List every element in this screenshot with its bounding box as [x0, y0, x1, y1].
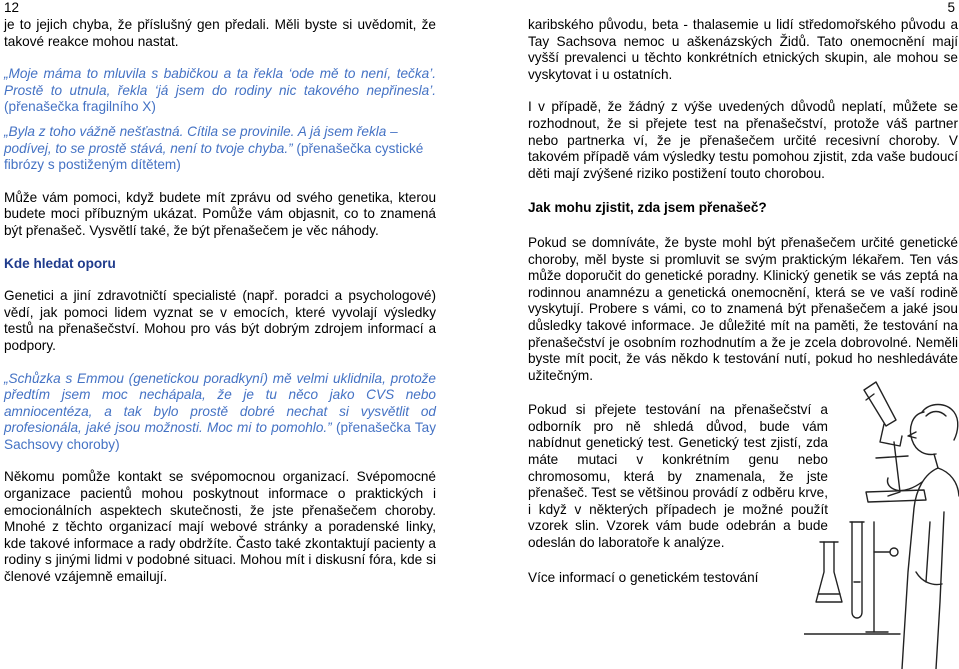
heading-support: Kde hledat oporu	[4, 255, 116, 271]
page-number-right: 5	[947, 0, 955, 15]
heading-how-to-find-out: Jak mohu zjistit, zda jsem přenašeč?	[528, 200, 767, 216]
paragraph-specialists: Genetici a jiní zdravotničtí specialisté (např. poradci a psychologové) vědí, jak pomoci lidem vyznat se v emocích, které vyvolají výsledky testů na přenašečství. Mohou pro vás být dobrým zdrojem informací a podpory.	[4, 288, 436, 353]
paragraph-more-info: Více informací o genetickém testování	[528, 569, 759, 585]
paragraph-see-gp: Pokud se domníváte, že byste mohl být přenašečem určité genetické choroby, měl byste si promluvit se svým praktickým lékařem. Ten vás může doporučit do genetické poradny. Klinický genetik se vás zeptá na rodinnou anamnézu a genetická onemocnění, která se ve vaší rodině vyskytují. Probere s vámi, co to znamená být přenašečem a jaké jsou důsledky takové informace. Je důležité mít na paměti, že testování na přenašečství je osobním rozhodnutím a že je zcela dobrovolné. Neměli byste mít pocit, že vás někdo k testování nutí, pokud ho neshledáváte užitečným.	[528, 234, 958, 383]
quote-text: „Moje máma to mluvila s babičkou a ta řekla ‘ode mě to není, tečka’. Prostě to utnula, řekla ‘já jsem do rodiny nic takového nepřinesla’.	[4, 66, 436, 98]
paragraph-ethnic-groups: karibského původu, beta - thalasemie u lidí středomořského původu a Tay Sachsova nemoc u aškenázských Židů. Tato onemocnění mají vyšší prevalenci u těchto konkrétních etnických skupin, ale mohou se vyskytovat i u ostatních.	[528, 17, 958, 82]
quote-attribution: (přenašečka Tay Sachsovy choroby)	[4, 420, 436, 452]
quote-text: „Byla z toho vážně nešťastná. Cítila se provinile. A já jsem řekla – podívej, to se prostě stává, není to tvoje chyba.”	[4, 123, 398, 156]
paragraph-relatives-reaction: je to jejich chyba, že příslušný gen předali. Měli byste si uvědomit, že takové reakce mohou nastat.	[4, 17, 436, 49]
left-column	[4, 17, 436, 586]
paragraph-self-help: Někomu pomůže kontakt se svépomocnou organizací. Svépomocné organizace pacientů mohou poskytnout informace o praktických i emocionálních aspektech skutečnosti, že jste přenašečem choroby. Mnohé z těchto organizací mají webové stránky a poradenské linky, kde takové informace a rady obdržíte. Často také zkontaktují pacienty a rodiny s jinými lidmi v podobné situaci. Mohou mít i diskusní fóra, kde si členové vzájemně emailují.	[4, 469, 436, 585]
paragraph-partner-carrier: I v případě, že žádný z výše uvedených důvodů neplatí, můžete se rozhodnout, že si přejete test na přenašečství, protože váš partner nebo partnerka ví, že je přenašečem určité recesivní choroby. V takovém případě vám výsledky testu pomohou zjistit, zda vaše budoucí děti mají zvýšené riziko postižení touto chorobou.	[528, 99, 958, 181]
quote-attribution: (přenašečka fragilního X)	[4, 99, 156, 115]
quote-attribution: (přenašečka cystické fibrózy s postiženým dítětem)	[4, 140, 424, 173]
paragraph-genetic-report: Může vám pomoci, když budete mít zprávu od svého genetika, kterou budete moci příbuzným ukázat. Pomůže vám objasnit, co to znamená být přenašeč. Vysvětlí také, že být přenašečem je věc náhody.	[4, 189, 436, 238]
quote-text: „Schůzka s Emmou (genetickou poradkyní) mě velmi uklidnila, protože předtím jsem moc nechápala, že je tu něco jako CVS nebo amniocentéza, a tak bylo prostě dobré nechat si vysvětlit od profesionála, jaké jsou možnosti. Moc mi to pomohlo.”	[4, 370, 436, 436]
paragraph-genetic-test: Pokud si přejete testování na přenašečství a odborník pro ně shledá důvod, bude vám nabídnut genetický test. Genetický test zjistí, zda máte mutaci v konkrétním genu nebo chromosomu, která by znamenala, že jste přenašeč. Test se většinou provádí z odběru krve, i když v některých případech je možné použít vzorek slin. Vzorek vám bude odebrán a bude odeslán do laboratoře k analýze.	[528, 402, 828, 551]
quote-fragile-x	[4, 66, 436, 116]
quote-cystic-fibrosis	[4, 124, 436, 174]
scientist-microscope-icon	[804, 372, 959, 669]
quote-tay-sachs	[4, 371, 436, 454]
page-number-left: 12	[4, 0, 20, 15]
